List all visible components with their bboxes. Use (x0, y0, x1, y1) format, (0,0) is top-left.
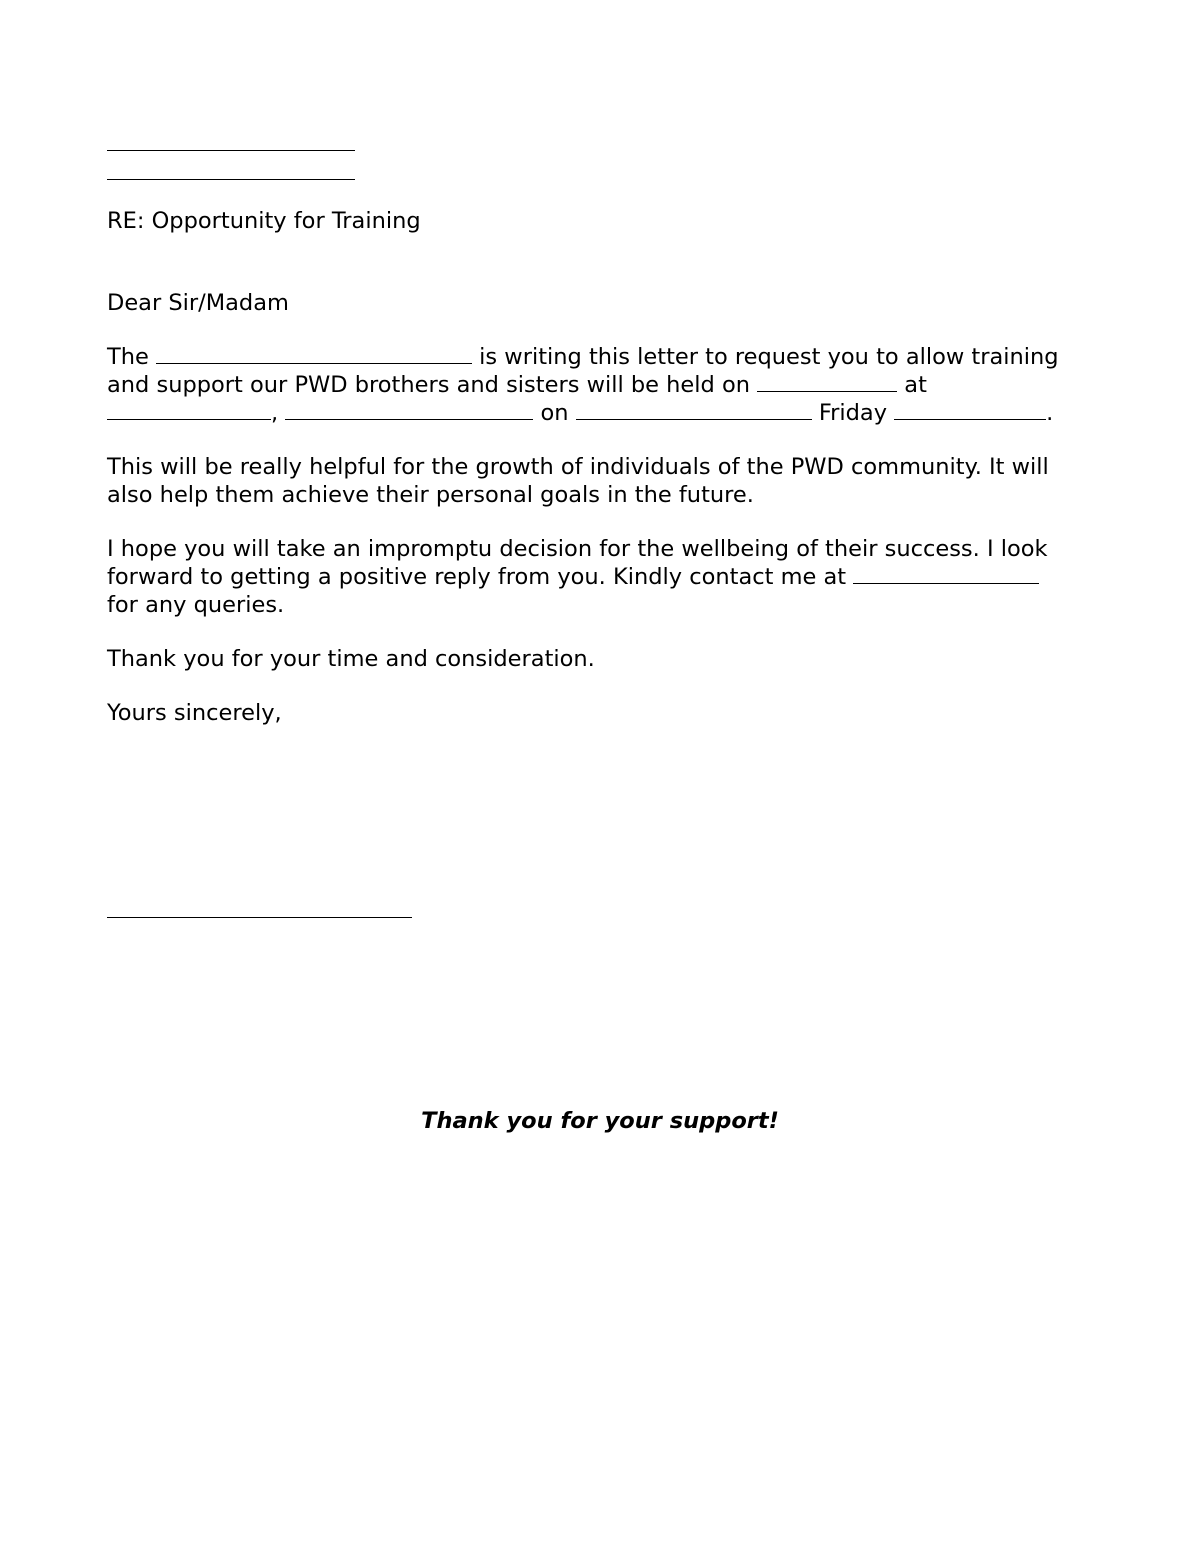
organization-name-blank[interactable] (156, 343, 472, 364)
salutation: Dear Sir/Madam (107, 290, 289, 316)
paragraph-3-line-1: I hope you will take an impromptu decision for the wellbeing of their success. I look (107, 536, 1048, 562)
time-blank[interactable] (894, 399, 1046, 420)
paragraph-1-text: and support our PWD brothers and sisters will be held on (107, 372, 750, 398)
paragraph-2-line-2: also help them achieve their personal goals in the future. (107, 482, 754, 508)
thanks-line: Thank you for your time and consideration. (107, 646, 595, 672)
location-blank[interactable] (285, 399, 533, 420)
paragraph-1-text: . (1046, 400, 1054, 426)
subject-line: RE: Opportunity for Training (107, 208, 421, 234)
paragraph-1-line-2 (107, 371, 927, 399)
contact-blank[interactable] (853, 563, 1039, 584)
day-blank[interactable] (576, 399, 812, 420)
signoff: Yours sincerely, (107, 700, 282, 726)
footer-thanks: Thank you for your support! (421, 1108, 779, 1134)
paragraph-1-text: The (107, 344, 149, 370)
paragraph-3-text: forward to getting a positive reply from you. Kindly contact me at (107, 564, 847, 590)
signature-line[interactable] (107, 917, 412, 918)
recipient-address-line-2[interactable] (107, 179, 355, 180)
paragraph-3-line-2 (107, 563, 1039, 591)
paragraph-3-line-3: for any queries. (107, 592, 285, 618)
paragraph-1-text: , (271, 400, 279, 426)
paragraph-1-line-3 (107, 399, 1053, 427)
paragraph-1-text: Friday (818, 400, 888, 426)
paragraph-1-line-1 (107, 343, 1059, 371)
date-blank[interactable] (757, 371, 897, 392)
paragraph-1-text: is writing this letter to request you to allow training (479, 344, 1059, 370)
venue-blank[interactable] (107, 399, 271, 420)
paragraph-1-text: at (904, 372, 927, 398)
recipient-address-line-1[interactable] (107, 150, 355, 151)
paragraph-1-text: on (540, 400, 569, 426)
paragraph-2-line-1: This will be really helpful for the growth of individuals of the PWD community. It will (107, 454, 1049, 480)
